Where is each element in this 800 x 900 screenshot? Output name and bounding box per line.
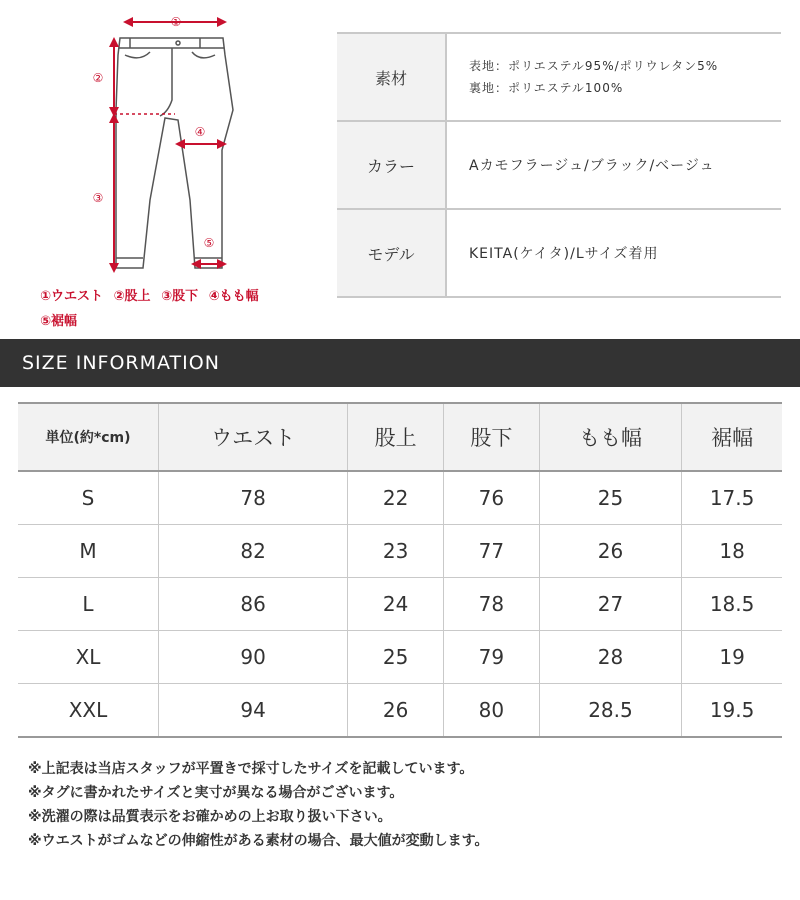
table-cell: 18 [682,525,782,578]
pants-outline [116,38,233,268]
table-cell: 17.5 [682,471,782,525]
table-cell: 19.5 [682,684,782,738]
legend-thigh: ④もも幅 [208,289,259,304]
banner-title: SIZE INFORMATION [22,352,220,374]
spec-value-color: Aカモフラージュ/ブラック/ベージュ [446,121,781,209]
header-rise: 股上 [348,403,444,471]
table-cell: 25 [539,471,681,525]
table-cell: 24 [348,578,444,631]
note-line: ※洗濯の際は品質表示をお確かめの上お取り扱い下さい。 [28,809,392,825]
table-cell: 86 [159,578,348,631]
table-row [18,525,782,578]
table-cell: 78 [159,471,348,525]
header-unit: 単位(約*cm) [18,403,159,471]
table-row [18,578,782,631]
table-cell: 77 [443,525,539,578]
size-label: M [18,525,159,578]
spec-label-color: カラー [337,121,446,209]
table-cell: 26 [348,684,444,738]
legend-hem: ⑤裾幅 [40,314,78,329]
table-cell: 27 [539,578,681,631]
spec-value-model: KEITA(ケイタ)/Lサイズ着用 [446,209,781,297]
header-waist: ウエスト [159,403,348,471]
table-cell: 94 [159,684,348,738]
table-cell: 90 [159,631,348,684]
spec-material-line-2: 裏地：ポリエステル100% [469,81,624,95]
table-cell: 79 [443,631,539,684]
size-table [18,402,782,738]
header-hem: 裾幅 [682,403,782,471]
pants-illustration [0,0,330,280]
size-label: L [18,578,159,631]
note-line: ※ウエストがゴムなどの伸縮性がある素材の場合、最大値が変動します。 [28,833,489,849]
size-label: XXL [18,684,159,738]
spec-row-color [337,121,781,209]
table-cell: 23 [348,525,444,578]
table-cell: 78 [443,578,539,631]
spec-row-material [337,33,781,121]
product-spec-table [337,32,781,298]
table-cell: 28.5 [539,684,681,738]
size-label: XL [18,631,159,684]
table-cell: 76 [443,471,539,525]
size-label: S [18,471,159,525]
notes [28,757,788,853]
table-cell: 80 [443,684,539,738]
spec-material-line-1: 表地：ポリエステル95%/ポリウレタン5% [469,59,719,73]
table-row [18,471,782,525]
legend-waist: ①ウエスト [40,289,104,304]
table-cell: 22 [348,471,444,525]
mark-thigh: ④ [194,125,206,139]
mark-waist: ① [170,15,182,29]
table-cell: 28 [539,631,681,684]
spec-value-material [446,33,781,121]
size-information-banner [0,339,800,387]
mark-rise: ② [92,71,104,85]
table-cell: 26 [539,525,681,578]
legend-rise: ②股上 [113,289,151,304]
table-row [18,631,782,684]
size-table-header [18,403,782,471]
header-thigh: もも幅 [539,403,681,471]
spec-label-model: モデル [337,209,446,297]
pants-diagram [0,0,330,335]
spec-label-material: 素材 [337,33,446,121]
note-line: ※上記表は当店スタッフが平置きで採寸したサイズを記載しています。 [28,761,474,777]
spec-row-model [337,209,781,297]
table-cell: 25 [348,631,444,684]
table-cell: 18.5 [682,578,782,631]
mark-inseam: ③ [92,191,104,205]
diagram-legend [40,284,320,334]
table-cell: 82 [159,525,348,578]
mark-hem: ⑤ [203,236,215,250]
legend-inseam: ③股下 [161,289,199,304]
table-row [18,684,782,738]
header-inseam: 股下 [443,403,539,471]
table-cell: 19 [682,631,782,684]
note-line: ※タグに書かれたサイズと実寸が異なる場合がございます。 [28,785,404,801]
